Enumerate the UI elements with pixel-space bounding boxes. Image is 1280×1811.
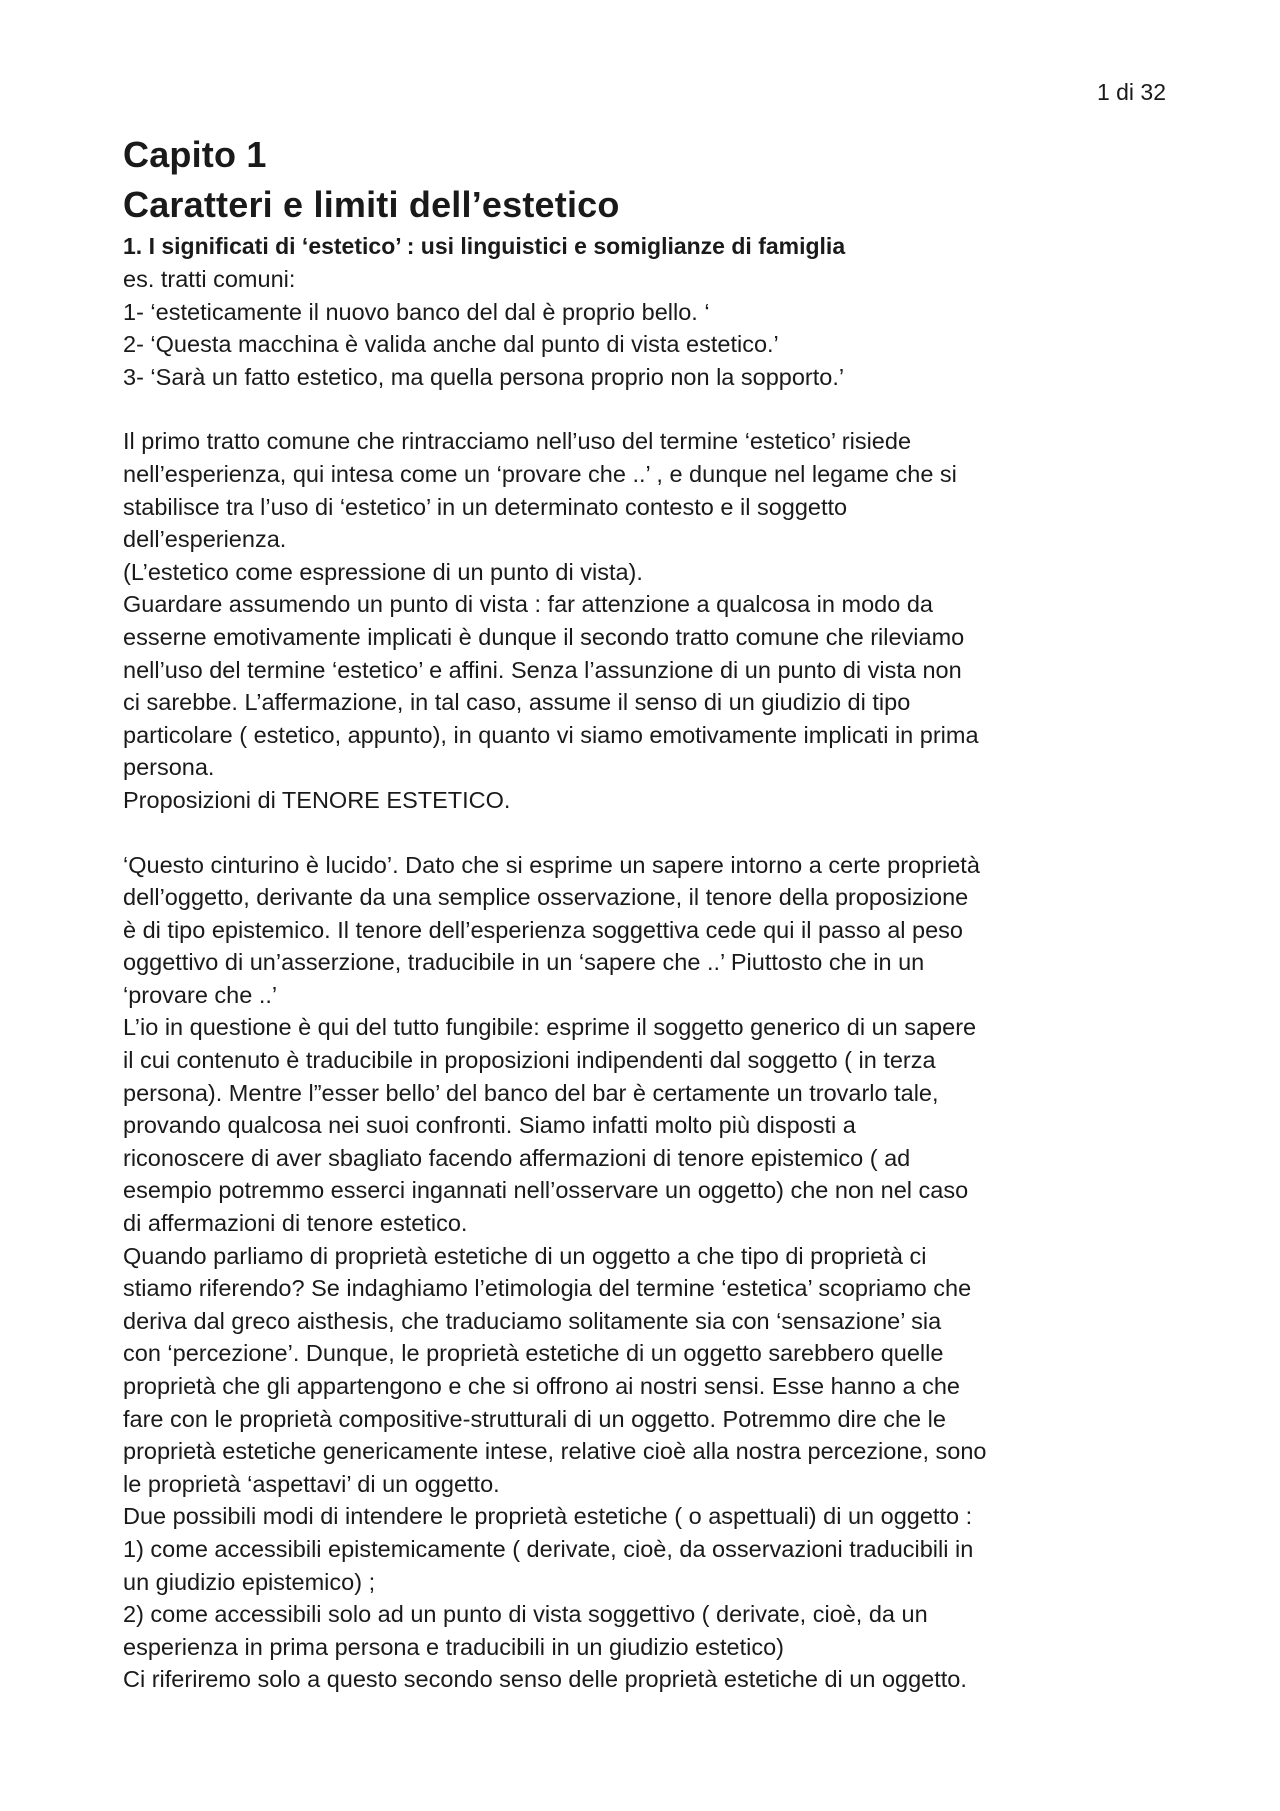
text-line: ‘Questo cinturino è lucido’. Dato che si esprime un sapere intorno a certe proprietà xyxy=(123,851,980,878)
text-line: oggettivo di un’asserzione, traducibile in un ‘sapere che ..’ Piuttosto che in un xyxy=(123,949,925,976)
text-line: le proprietà ‘aspettavi’ di un oggetto. xyxy=(123,1470,500,1497)
text-line: è di tipo epistemico. Il tenore dell’esperienza soggettiva cede qui il passo al peso xyxy=(123,916,963,943)
text-line: Proposizioni di TENORE ESTETICO. xyxy=(123,786,511,813)
paragraph-gap xyxy=(123,393,1173,425)
examples-paragraph xyxy=(123,263,1173,393)
text-line: L’io in questione è qui del tutto fungibile: esprime il soggetto generico di un sapere xyxy=(123,1014,977,1041)
text-line: esserne emotivamente implicati è dunque il secondo tratto comune che rileviamo xyxy=(123,623,965,650)
text-line: Guardare assumendo un punto di vista : far attenzione a qualcosa in modo da xyxy=(123,591,933,618)
text-line: riconoscere di aver sbagliato facendo affermazioni di tenore epistemico ( ad xyxy=(123,1144,911,1171)
text-line: 1) come accessibili epistemicamente ( derivate, cioè, da osservazioni traducibili in xyxy=(123,1535,974,1562)
text-line: nell’esperienza, qui intesa come un ‘provare che ..’ , e dunque nel legame che si xyxy=(123,460,957,487)
text-line: ci sarebbe. L’affermazione, in tal caso, assume il senso di un giudizio di tipo xyxy=(123,689,911,716)
text-line: persona. xyxy=(123,754,215,781)
text-line: proprietà estetiche genericamente intese, relative cioè alla nostra percezione, sono xyxy=(123,1438,987,1465)
text-line: persona). Mentre l”esser bello’ del banco del bar è certamente un trovarlo tale, xyxy=(123,1079,939,1106)
text-line: proprietà che gli appartengono e che si offrono ai nostri sensi. Esse hanno a che xyxy=(123,1373,960,1399)
text-line: dell’oggetto, derivante da una semplice osservazione, il tenore della proposizione xyxy=(123,884,969,911)
text-line: dell’esperienza. xyxy=(123,526,287,553)
text-line: stabilisce tra l’uso di ‘estetico’ in un determinato contesto e il soggetto xyxy=(123,493,848,520)
text-line: ‘provare che ..’ xyxy=(123,981,278,1008)
text-line: fare con le proprietà compositive-strutturali di un oggetto. Potremmo dire che le xyxy=(123,1405,946,1432)
text-line: 2) come accessibili solo ad un punto di vista soggettivo ( derivate, cioè, da un xyxy=(123,1601,928,1628)
paragraph-gap xyxy=(123,817,1173,849)
text-line: Due possibili modi di intendere le proprietà estetiche ( o aspettuali) di un oggetto : xyxy=(123,1503,973,1530)
section-heading: 1. I significati di ‘estetico’ : usi linguistici e somiglianze di famiglia xyxy=(123,233,846,259)
epistemic-paragraph xyxy=(123,849,1173,1696)
text-line: es. tratti comuni: xyxy=(123,266,296,292)
text-line: esempio potremmo esserci ingannati nell’osservare un oggetto) che non nel caso xyxy=(123,1177,969,1204)
text-line: 1- ‘esteticamente il nuovo banco del dal è proprio bello. ‘ xyxy=(123,298,710,325)
text-line: esperienza in prima persona e traducibili in un giudizio estetico) xyxy=(123,1633,784,1660)
text-line: deriva dal greco aisthesis, che traduciamo solitamente sia con ‘sensazione’ sia xyxy=(123,1307,942,1334)
first-trait-paragraph xyxy=(123,425,1173,816)
text-line: stiamo riferendo? Se indaghiamo l’etimologia del termine ‘estetica’ scopriamo che xyxy=(123,1275,972,1302)
document-body xyxy=(123,130,1173,1696)
text-line: particolare ( estetico, appunto), in quanto vi siamo emotivamente implicati in prima xyxy=(123,721,979,748)
page-number: 1 di 32 xyxy=(1096,79,1166,105)
text-line: 2- ‘Questa macchina è valida anche dal punto di vista estetico.’ xyxy=(123,331,779,358)
text-line: Quando parliamo di proprietà estetiche di un oggetto a che tipo di proprietà ci xyxy=(123,1242,927,1269)
text-line: nell’uso del termine ‘estetico’ e affini. Senza l’assunzione di un punto di vista non xyxy=(123,656,962,683)
text-line: provando qualcosa nei suoi confronti. Siamo infatti molto più disposti a xyxy=(123,1112,856,1139)
text-line: il cui contenuto è traducibile in proposizioni indipendenti dal soggetto ( in terza xyxy=(123,1047,936,1074)
text-line: di affermazioni di tenore estetico. xyxy=(123,1210,468,1237)
text-line: 3- ‘Sarà un fatto estetico, ma quella persona proprio non la sopporto.’ xyxy=(123,363,845,390)
text-line: Il primo tratto comune che rintracciamo nell’uso del termine ‘estetico’ risiede xyxy=(123,428,912,455)
text-line: Ci riferiremo solo a questo secondo senso delle proprietà estetiche di un oggetto. xyxy=(123,1666,967,1693)
chapter-number: Capito 1 xyxy=(123,134,267,175)
text-line: con ‘percezione’. Dunque, le proprietà estetiche di un oggetto sarebbero quelle xyxy=(123,1340,944,1367)
chapter-title: Caratteri e limiti dell’estetico xyxy=(123,184,620,225)
text-line: un giudizio epistemico) ; xyxy=(123,1568,376,1595)
text-line: (L’estetico come espressione di un punto di vista). xyxy=(123,558,643,585)
